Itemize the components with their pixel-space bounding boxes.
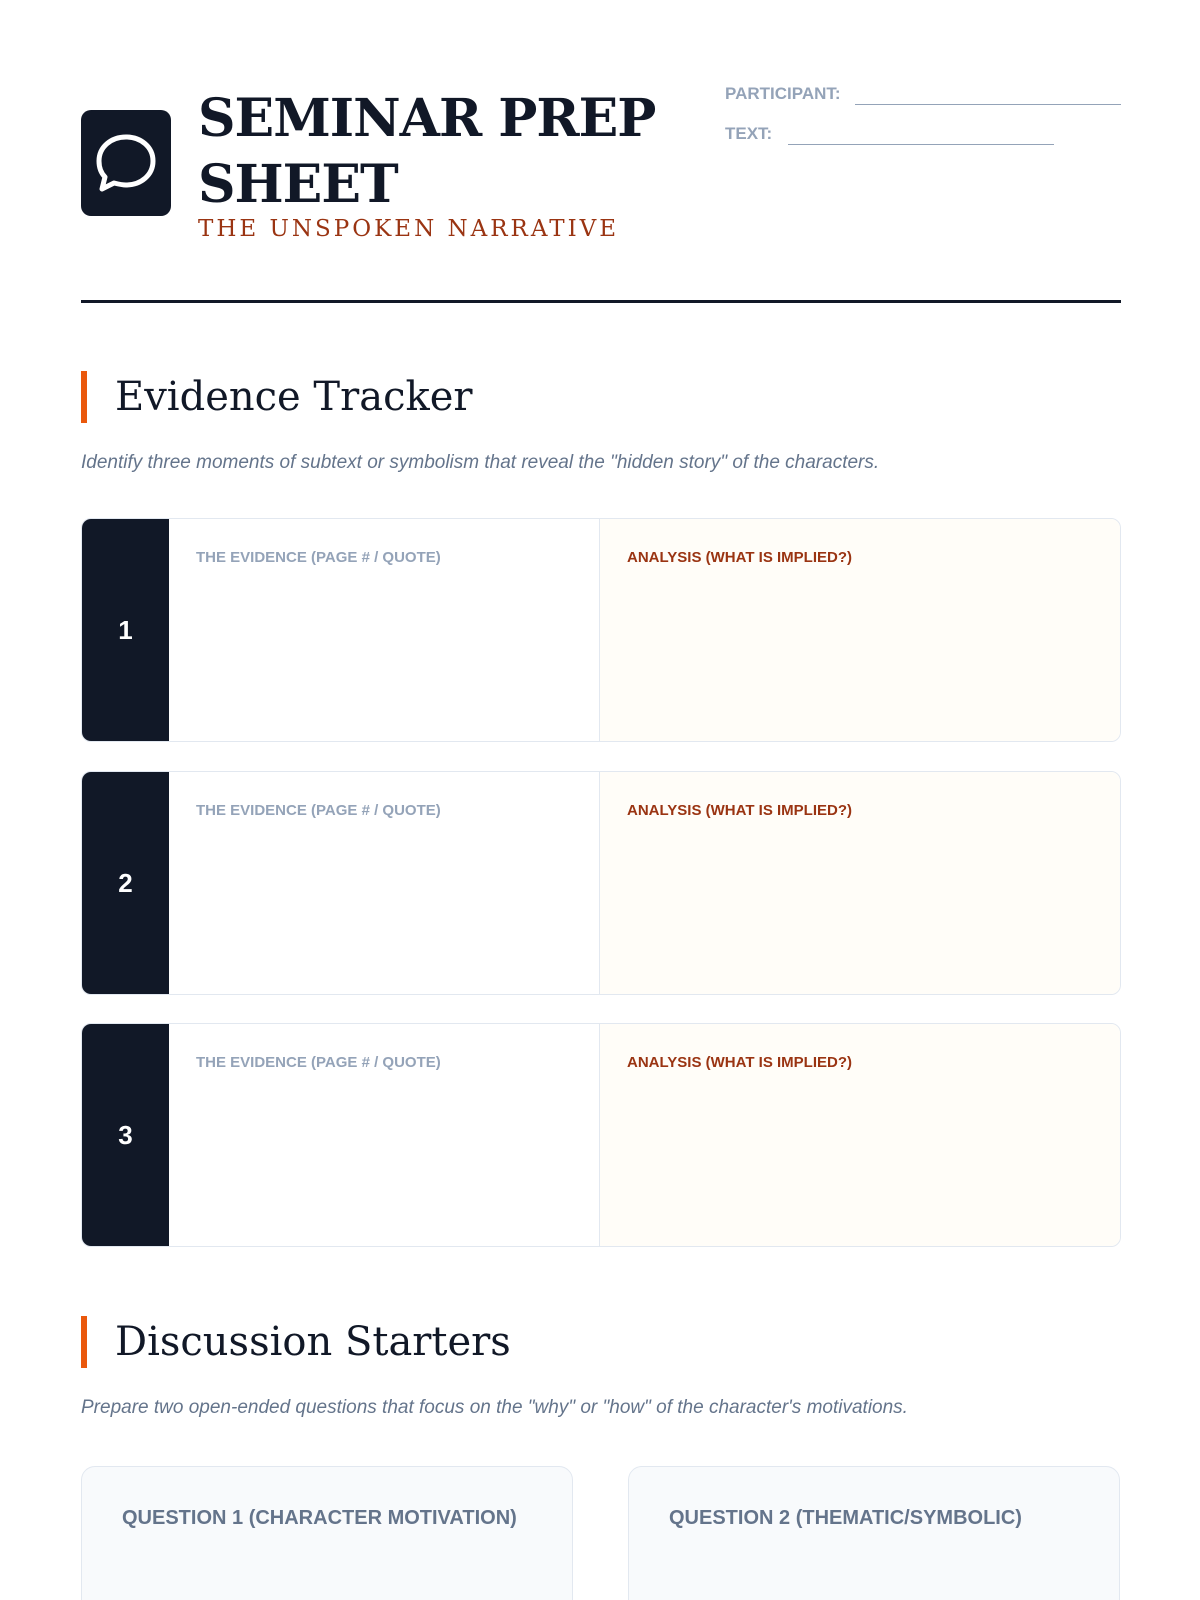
- discussion-section-heading: [81, 1316, 1121, 1368]
- discussion-section-description: Prepare two open-ended questions that focus on the "why" or "how" of the character's motivations.: [81, 1397, 908, 1418]
- participant-label: PARTICIPANT:: [725, 84, 841, 103]
- evidence-number: 2: [82, 772, 169, 994]
- header-divider: [81, 300, 1121, 303]
- prep-sheet: [81, 0, 1121, 1600]
- analysis-field[interactable]: [600, 772, 1120, 994]
- evidence-field-label: THE EVIDENCE (PAGE # / QUOTE): [196, 1054, 441, 1071]
- section-accent-bar: [81, 371, 87, 423]
- question-label: QUESTION 2 (THEMATIC/SYMBOLIC): [669, 1507, 1022, 1529]
- evidence-section-heading: [81, 371, 1121, 423]
- page-subtitle: THE UNSPOKEN NARRATIVE: [198, 216, 620, 242]
- question-label: QUESTION 1 (CHARACTER MOTIVATION): [122, 1507, 517, 1529]
- evidence-card: [81, 1023, 1121, 1247]
- evidence-section-description: Identify three moments of subtext or symbolism that reveal the "hidden story" of the characters.: [81, 452, 880, 473]
- evidence-field[interactable]: [169, 519, 600, 741]
- evidence-field[interactable]: [169, 1024, 600, 1246]
- analysis-field-label: ANALYSIS (WHAT IS IMPLIED?): [627, 802, 852, 819]
- discussion-section-title: Discussion Starters: [115, 1319, 511, 1365]
- chat-bubble-icon: [81, 110, 171, 216]
- analysis-field-label: ANALYSIS (WHAT IS IMPLIED?): [627, 549, 852, 566]
- evidence-field-label: THE EVIDENCE (PAGE # / QUOTE): [196, 549, 441, 566]
- text-field[interactable]: [725, 124, 1121, 164]
- evidence-card: [81, 771, 1121, 995]
- evidence-card: [81, 518, 1121, 742]
- evidence-section-title: Evidence Tracker: [115, 374, 473, 420]
- page-title: SEMINAR PREP SHEET: [198, 88, 656, 215]
- text-label: TEXT:: [725, 124, 773, 143]
- evidence-field[interactable]: [169, 772, 600, 994]
- evidence-field-label: THE EVIDENCE (PAGE # / QUOTE): [196, 802, 441, 819]
- participant-line[interactable]: [855, 104, 1121, 105]
- section-accent-bar: [81, 1316, 87, 1368]
- text-line[interactable]: [788, 144, 1054, 145]
- analysis-field[interactable]: [600, 519, 1120, 741]
- question-box[interactable]: [81, 1466, 573, 1600]
- analysis-field-label: ANALYSIS (WHAT IS IMPLIED?): [627, 1054, 852, 1071]
- participant-field[interactable]: [725, 84, 1121, 124]
- question-box[interactable]: [628, 1466, 1120, 1600]
- header: [81, 84, 1121, 304]
- meta-fields: [725, 84, 1121, 164]
- evidence-number: 3: [82, 1024, 169, 1246]
- evidence-number: 1: [82, 519, 169, 741]
- analysis-field[interactable]: [600, 1024, 1120, 1246]
